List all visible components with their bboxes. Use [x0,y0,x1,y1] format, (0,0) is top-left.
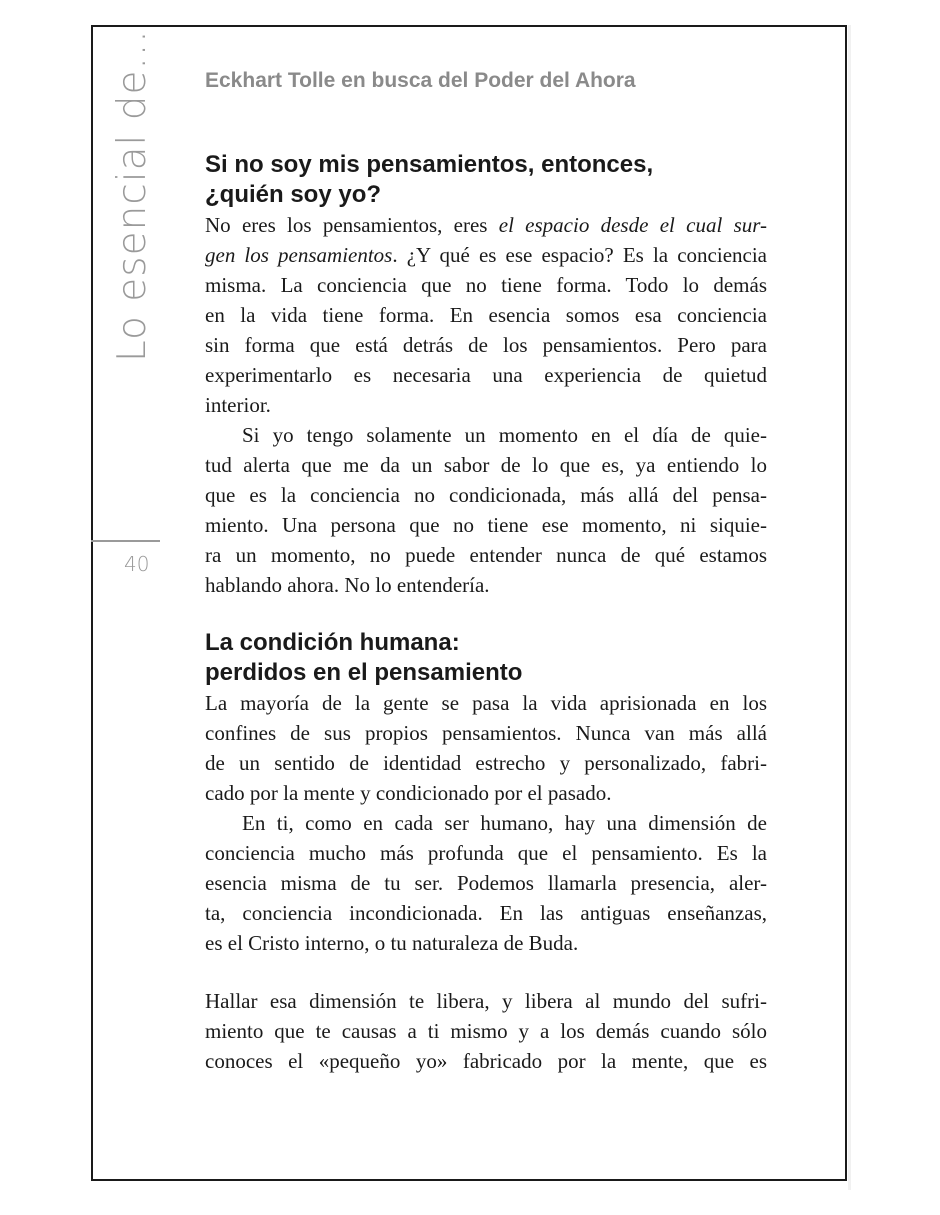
text-line: esencia misma de tu ser. Podemos llamarla presencia, aler- [205,871,767,895]
text-line: En ti, como en cada ser humano, hay una dimensión de [242,811,767,835]
text-line: miento. Una persona que no tiene ese momento, ni siquie- [205,513,767,537]
heading-line: Si no soy mis pensamientos, entonces, [205,151,654,178]
heading-line: perdidos en el pensamiento [205,659,523,686]
italic-run: el espacio desde el cual sur- [498,213,767,237]
page-edge-shadow [848,25,851,1190]
heading-line: ¿quién soy yo? [205,181,382,208]
text-line: confines de sus propios pensamientos. Nunca van más allá [205,721,767,745]
text-line [205,240,767,270]
text-line: hablando ahora. No lo entendería. [205,573,490,597]
text-line: ta, conciencia incondicionada. En las antiguas enseñanzas, [205,901,767,925]
italic-run: gen los pensamientos [205,243,393,267]
text-line: que es la conciencia no condicionada, más allá del pensa- [205,483,767,507]
text-line: ra un momento, no puede entender nunca de qué estamos [205,543,767,567]
text-line [205,210,767,240]
heading-line: La condición humana: [205,629,460,656]
page-number-rule [91,540,160,542]
vertical-series-title: Lo esencial de... [110,29,155,362]
paragraph [205,808,767,958]
text-line: Si yo tengo solamente un momento en el día de quie- [242,423,767,447]
text-line: cado por la mente y condicionado por el pasado. [205,781,612,805]
text-run: No eres los pensamientos, eres [205,213,499,237]
section-heading-quien-soy [205,150,767,210]
page-content [205,150,767,1076]
paragraph [205,420,767,600]
text-run: . ¿Y qué es ese espacio? Es la conciencia [392,243,767,267]
page-number: 40 [124,552,150,576]
text-line: misma. La conciencia que no tiene forma. Todo lo demás [205,273,767,297]
running-head: Eckhart Tolle en busca del Poder del Ahora [205,69,636,92]
text-line: interior. [205,393,271,417]
text-line: en la vida tiene forma. En esencia somos esa conciencia [205,303,767,327]
text-line: es el Cristo interno, o tu naturaleza de Buda. [205,931,579,955]
paragraph [205,688,767,808]
paragraph [205,986,767,1076]
text-line: Hallar esa dimensión te libera, y libera al mundo del sufri- [205,989,767,1013]
text-line: conoces el «pequeño yo» fabricado por la mente, que es [205,1049,767,1073]
text-line: conciencia mucho más profunda que el pensamiento. Es la [205,841,767,865]
paragraph [205,210,767,420]
text-line: experimentarlo es necesaria una experiencia de quietud [205,363,767,387]
text-line: sin forma que está detrás de los pensamientos. Pero para [205,333,767,357]
section-heading-condicion-humana [205,628,767,688]
text-line: La mayoría de la gente se pasa la vida aprisionada en los [205,691,767,715]
text-line: tud alerta que me da un sabor de lo que es, ya entiendo lo [205,453,767,477]
text-line: miento que te causas a ti mismo y a los demás cuando sólo [205,1019,767,1043]
text-line: de un sentido de identidad estrecho y personalizado, fabri- [205,751,767,775]
